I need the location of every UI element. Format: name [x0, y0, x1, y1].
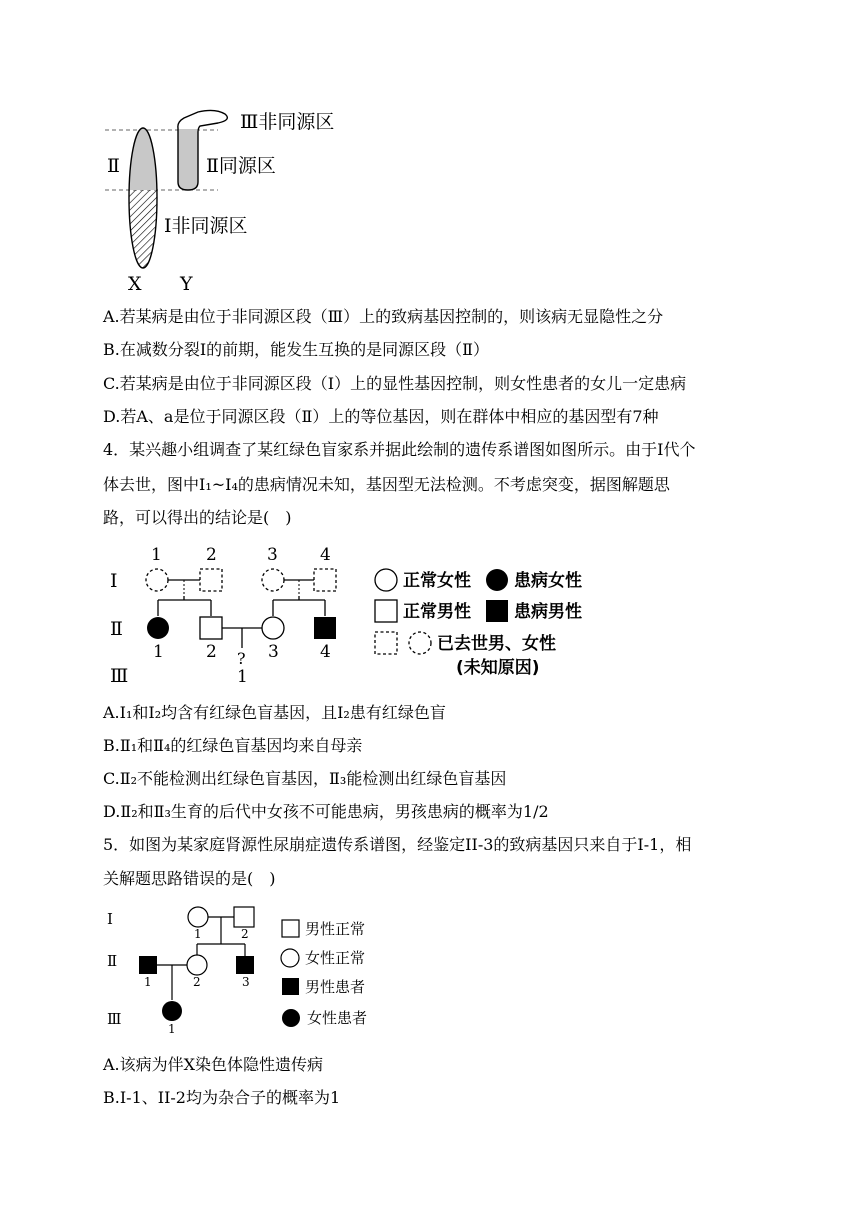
label-II-region: Ⅱ同源区: [206, 155, 276, 177]
q5-stem-line1: 5．如图为某家庭肾源性尿崩症遗传系谱图，经鉴定II-3的致病基因只来自于I-1，相: [103, 835, 692, 854]
III1-affected-female: [162, 1001, 182, 1021]
legend-normal-female: 女性正常: [305, 949, 366, 967]
gen-label-III: Ⅲ: [107, 1010, 122, 1028]
I4-deceased-male: [314, 569, 336, 591]
II3-affected-male: [236, 956, 254, 974]
pedigree-legend: [375, 569, 582, 678]
legend-affected-male: 患病男性: [514, 602, 582, 622]
II3-normal-female: [262, 617, 284, 639]
label-II-side: Ⅱ: [107, 155, 120, 177]
legend-affected-female-symbol: [486, 569, 508, 591]
colorblind-pedigree: [100, 540, 600, 688]
legend-affected-male-symbol: [282, 978, 299, 995]
legend-deceased-female-symbol: [409, 632, 431, 654]
q4-option-b: B.Ⅱ₁和Ⅱ₄的红绿色盲基因均来自母亲: [103, 736, 363, 755]
I3-deceased-female: [262, 569, 284, 591]
q4-option-c: C.Ⅱ₂不能检测出红绿色盲基因，Ⅱ₃能检测出红绿色盲基因: [103, 769, 507, 788]
II2-number: 2: [193, 975, 201, 989]
legend-normal-male-symbol: [375, 600, 397, 622]
III1-number: 1: [237, 667, 248, 687]
I2-deceased-male: [200, 569, 222, 591]
II1-number: 1: [153, 642, 164, 662]
label-y: Y: [180, 273, 193, 295]
legend-affected-male-symbol: [486, 600, 508, 622]
I1-deceased-female: [146, 569, 168, 591]
pedigree-legend-2: [281, 920, 367, 1027]
q3-option-c: C.若某病是由位于非同源区段（Ⅰ）上的显性基因控制，则女性患者的女儿一定患病: [103, 374, 687, 393]
legend-normal-female: 正常女性: [403, 571, 471, 591]
diabetes-insipidus-pedigree: [100, 900, 390, 1040]
legend-normal-female-symbol: [375, 569, 397, 591]
legend-normal-male: 正常男性: [403, 602, 471, 622]
II4-number: 4: [320, 642, 331, 662]
II3-number: 3: [268, 642, 279, 662]
II2-number: 2: [206, 642, 217, 662]
II4-affected-male: [314, 617, 336, 639]
II2-normal-female: [187, 955, 207, 975]
I1-normal-female: [188, 907, 208, 927]
q5-stem-line2: 关解题思路错误的是( ): [103, 869, 276, 888]
gen-label-II: Ⅱ: [110, 618, 123, 640]
II2-normal-male: [200, 617, 222, 639]
III1-number: 1: [168, 1022, 176, 1036]
I1-number: 1: [194, 927, 202, 941]
xy-chromosome-diagram: [100, 98, 360, 298]
q3-option-a: A.若某病是由位于非同源区段（Ⅲ）上的致病基因控制的，则该病无显隐性之分: [103, 307, 664, 326]
legend-normal-male: 男性正常: [305, 920, 366, 938]
gen-label-II: Ⅱ: [107, 952, 118, 970]
II3-number: 3: [242, 975, 250, 989]
I2-normal-male: [234, 907, 254, 927]
legend-affected-female: 女性患者: [307, 1009, 368, 1027]
II1-affected-male: [139, 956, 157, 974]
I4-number: 4: [320, 545, 331, 565]
label-III-region: Ⅲ非同源区: [240, 111, 335, 133]
I2-number: 2: [206, 545, 217, 565]
q4-stem-line3: 路，可以得出的结论是( ): [103, 508, 292, 527]
legend-normal-male-symbol: [282, 920, 299, 937]
q4-option-a: A.Ⅰ₁和Ⅰ₂均含有红绿色盲基因，且Ⅰ₂患有红绿色盲: [103, 703, 446, 722]
II1-affected-female: [147, 617, 169, 639]
q4-stem-line2: 体去世，图中Ⅰ₁~Ⅰ₄的患病情况未知，基因型无法检测。不考虑突变，据图解题思: [103, 475, 670, 494]
legend-affected-female: 患病女性: [514, 571, 582, 591]
I1-number: 1: [151, 545, 162, 565]
q4-option-d: D.Ⅱ₂和Ⅱ₃生育的后代中女孩不可能患病，男孩患病的概率为1/2: [103, 802, 549, 821]
gen-label-I: Ⅰ: [107, 910, 113, 928]
III1-unknown-mark: ?: [237, 649, 246, 668]
q5-option-b: B.I-1、II-2均为杂合子的概率为1: [103, 1088, 341, 1107]
gen-label-III: Ⅲ: [110, 665, 129, 687]
legend-affected-female-symbol: [282, 1009, 300, 1027]
label-x: X: [128, 273, 142, 295]
x-chromosome: [120, 118, 170, 280]
legend-deceased: 已去世男、女性: [437, 634, 556, 654]
gen-label-I: Ⅰ: [110, 570, 118, 592]
I3-number: 3: [267, 545, 278, 565]
legend-unknown: (未知原因): [456, 658, 540, 678]
q5-option-a: A.该病为伴X染色体隐性遗传病: [103, 1055, 324, 1074]
legend-deceased-male-symbol: [375, 632, 397, 654]
label-I-region: Ⅰ非同源区: [164, 215, 248, 237]
q4-stem-line1: 4．某兴趣小组调查了某红绿色盲家系并据此绘制的遗传系谱图如图所示。由于Ⅰ代个: [103, 440, 696, 459]
I2-number: 2: [241, 927, 249, 941]
q3-option-b: B.在减数分裂Ⅰ的前期，能发生互换的是同源区段（Ⅱ）: [103, 340, 490, 359]
legend-normal-female-symbol: [281, 949, 299, 967]
q3-option-d: D.若A、a是位于同源区段（Ⅱ）上的等位基因，则在群体中相应的基因型有7种: [103, 407, 659, 426]
II1-number: 1: [144, 975, 152, 989]
legend-affected-male: 男性患者: [305, 978, 366, 996]
